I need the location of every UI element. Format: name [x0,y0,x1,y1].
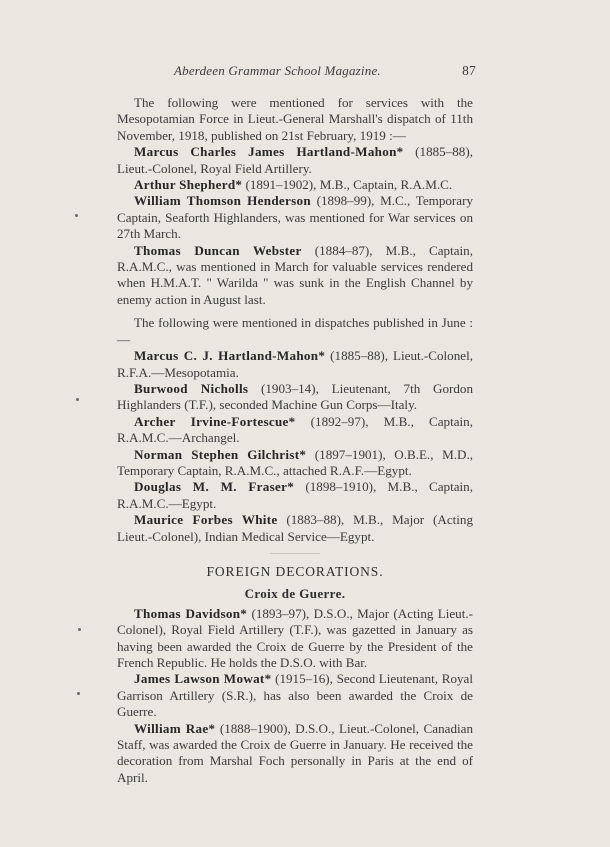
entry-davidson [117,606,473,672]
entry-name: Arthur Shepherd* [134,177,243,193]
entry-irvine-fortescue [117,414,473,447]
entry-details: (1893–97), D.S.O., Major (Acting Lieut.-Colonel), Royal Field Artillery (T.F.), was gazetted in January as having been awarded the Croix de Guerre by the President of the French Republic. He holds the D.S.O. with Bar. [117,605,473,670]
intro-paragraph-mesopotamia [117,95,473,144]
entry-name: Thomas Davidson* [134,605,248,621]
print-speck [75,214,78,217]
entry-details: (1891–1902), M.B., Captain, R.A.M.C. [242,177,453,193]
entry-name: James Lawson Mowat* [134,671,272,687]
entry-white [117,512,473,545]
entry-details: (1885–88), Lieut.-Colonel, Royal Field Artillery. [117,144,473,176]
entry-hartland-mahon-1 [117,144,473,177]
entry-name: Marcus C. J. Hartland-Mahon* [134,348,326,364]
section-heading: FOREIGN DECORATIONS. [206,563,384,579]
article-body [117,95,473,786]
entry-details: (1892–97), M.B., Captain, R.A.M.C.—Archangel. [117,413,474,446]
entry-mowat [117,671,473,720]
entry-details: (1883–88), M.B., Major (Acting Lieut.-Colonel), Indian Medical Service—Egypt. [117,512,473,544]
entry-name: William Rae* [134,720,216,736]
entry-details: (1885–88), Lieut.-Colonel, R.F.A.—Mesopotamia. [117,348,473,380]
section-divider [270,553,320,554]
entry-details: (1898–99), M.C., Temporary Captain, Seaforth Highlanders, was mentioned for War services on 27th March. [117,193,473,242]
entry-name: Archer Irvine-Fortescue* [134,413,296,429]
running-title: Aberdeen Grammar School Magazine. [174,63,381,78]
intro-text: The following were mentioned in dispatches published in June :— [117,315,473,347]
entry-gilchrist [117,447,473,480]
entry-name: Douglas M. M. Fraser* [134,479,295,495]
entry-details: (1897–1901), O.B.E., M.D., Temporary Captain, R.A.M.C., attached R.A.F.—Egypt. [117,446,473,478]
entry-name: Marcus Charles James Hartland-Mahon* [134,144,404,160]
print-speck [77,692,80,695]
entry-name: Norman Stephen Gilchrist* [134,446,307,462]
sub-heading: Croix de Guerre. [244,586,346,602]
entry-hartland-mahon-2 [117,348,473,381]
page-number: 87 [462,63,476,78]
intro-paragraph-june [117,315,473,348]
entry-name: Thomas Duncan Webster [134,242,302,258]
entry-details: (1888–1900), D.S.O., Lieut.-Colonel, Canadian Staff, was awarded the Croix de Guerre in January. He received the decoration from Marshal Foch personally in Paris at the end of April. [117,720,473,785]
entry-name: Burwood Nicholls [134,380,249,396]
entry-henderson [117,193,473,242]
entry-fraser [117,479,473,512]
entry-details: (1884–87), M.B., Captain, R.A.M.C., was mentioned in March for valuable services rendered when H.M.A.T. " Warilda " was sunk in the English Channel by enemy action in August last. [117,242,473,307]
entry-details: (1915–16), Second Lieutenant, Royal Garrison Artillery (S.R.), has also been awarded the Croix de Guerre. [117,671,473,720]
print-speck [78,628,81,631]
entry-details: (1898–1910), M.B., Captain, R.A.M.C.—Egypt. [117,479,474,511]
print-speck [76,398,79,401]
entry-webster [117,243,473,309]
entry-rae [117,721,473,787]
entry-name: Maurice Forbes White [134,512,278,528]
entry-shepherd [117,177,473,193]
entry-name: William Thomson Henderson [134,193,311,209]
entry-details: (1903–14), Lieutenant, 7th Gordon Highlanders (T.F.), seconded Machine Gun Corps—Italy. [117,380,473,413]
entry-nicholls [117,381,473,414]
intro-text: The following were mentioned for services with the Mesopotamian Force in Lieut.-General Marshall's dispatch of 11th November, 1918, published on 21st February, 1919 :— [117,95,473,143]
